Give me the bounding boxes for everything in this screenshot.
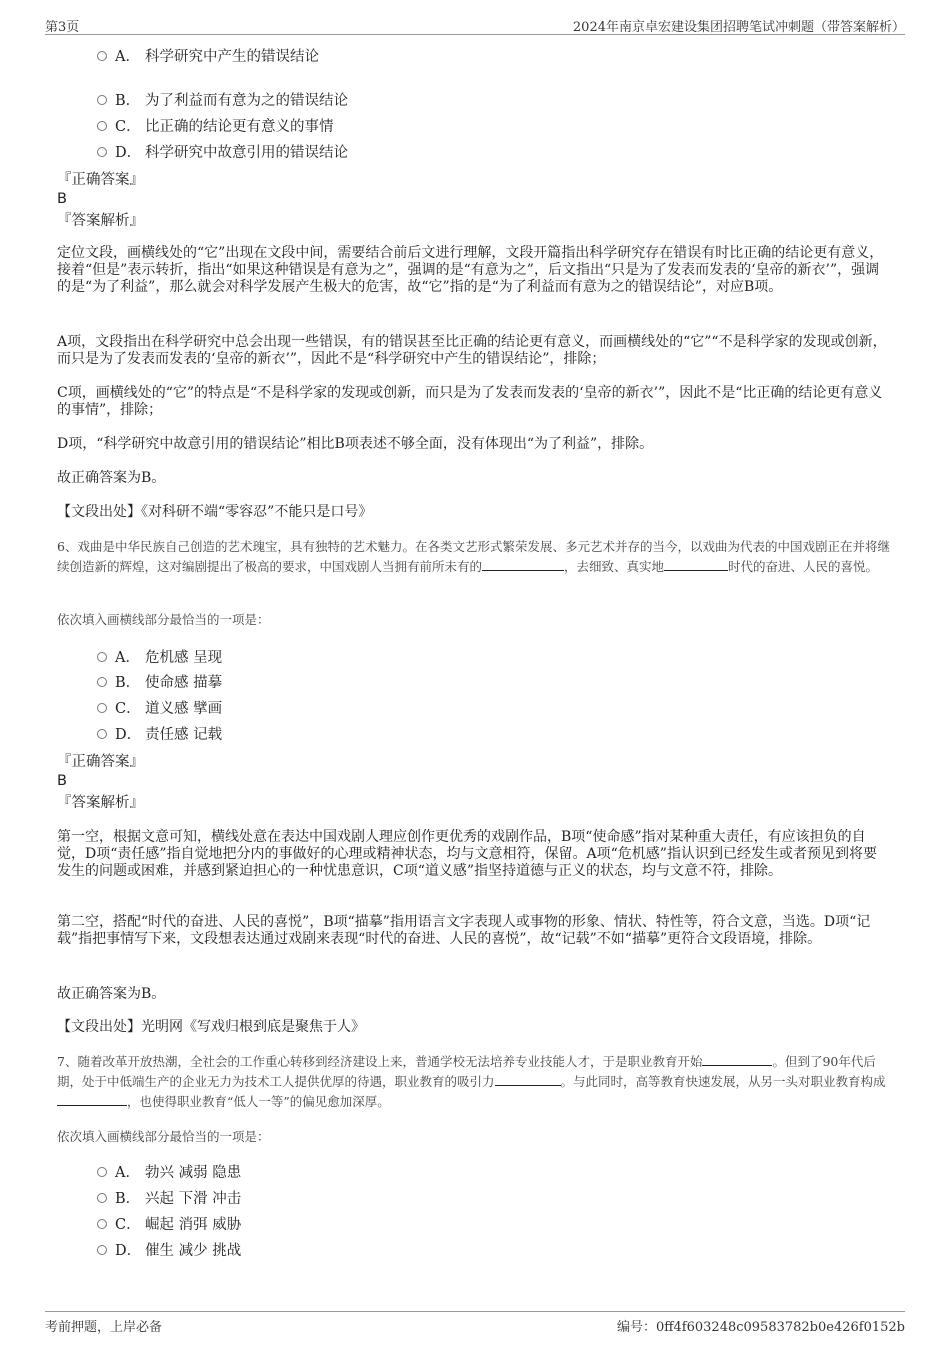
- q7-option-a[interactable]: A． 勃兴 减弱 隐患: [97, 1163, 241, 1183]
- q6-stem: 6、戏曲是中华民族自己创造的艺术瑰宝，具有独特的艺术魅力。在各类文艺形式繁荣发展、多元艺术并存的当今，以戏曲为代表的中国戏剧正在并将继续创造新的辉煌，这对编剧提出了极高的要求，中国戏剧人当拥有前所未有的 ，去细致、真实地 时代的奋进、人民的喜悦。: [57, 539, 890, 574]
- q7-option-b[interactable]: B． 兴起 下滑 冲击: [97, 1189, 241, 1209]
- q6-option-b[interactable]: B． 使命感 描摹: [97, 673, 222, 693]
- document-title: 2024年南京卓宏建设集团招聘笔试冲刺题（带答案解析）: [572, 20, 905, 35]
- radio-icon[interactable]: [97, 1245, 107, 1255]
- q7-option-d[interactable]: D． 催生 减少 挑战: [97, 1241, 241, 1261]
- q6-conclusion: 故正确答案为B。: [57, 986, 166, 1002]
- radio-icon[interactable]: [97, 652, 107, 662]
- page-header: [45, 14, 905, 35]
- q5-answer: B: [57, 191, 67, 207]
- q6-answer-label: 『正确答案』: [57, 754, 144, 770]
- radio-icon[interactable]: [97, 1193, 107, 1203]
- q6-option-a[interactable]: A． 危机感 呈现: [97, 648, 222, 668]
- q5-option-b[interactable]: B． 为了利益而有意为之的错误结论: [97, 91, 348, 111]
- q5-source: 【文段出处】《对科研不端“零容忍”不能只是口号》: [57, 504, 373, 520]
- q7-prompt: 依次填入画横线部分最恰当的一项是：: [57, 1129, 270, 1144]
- footer-slogan: 考前押题，上岸必备: [45, 1320, 163, 1335]
- fill-blank: [482, 558, 564, 571]
- page-footer: [45, 1311, 905, 1334]
- fill-blank: [664, 558, 728, 571]
- radio-icon[interactable]: [97, 147, 107, 157]
- radio-icon[interactable]: [97, 51, 107, 61]
- q5-analysis-paragraph: A项，文段指出在科学研究中总会出现一些错误，有的错误甚至比正确的结论更有意义，而画横线处的“它”“不是科学家的发现或创新，而只是为了发表而发表的‘皇帝的新衣’”，因此不是“科学研究中产生的错误结论”，排除；: [57, 334, 887, 367]
- q5-analysis-paragraph: C项，画横线处的“它”的特点是“不是科学家的发现或创新，而只是为了发表而发表的‘皇帝的新衣’”，因此不是“比正确的结论更有意义的事情”，排除；: [57, 385, 883, 418]
- radio-icon[interactable]: [97, 703, 107, 713]
- fill-blank: [495, 1073, 561, 1086]
- q5-option-a[interactable]: A． 科学研究中产生的错误结论: [97, 47, 319, 67]
- radio-icon[interactable]: [97, 1219, 107, 1229]
- q6-source: 【文段出处】光明网《写戏归根到底是聚焦于人》: [57, 1019, 365, 1035]
- fill-blank: [702, 1053, 772, 1066]
- q6-prompt: 依次填入画横线部分最恰当的一项是：: [57, 612, 270, 627]
- q5-analysis-paragraph: 定位文段，画横线处的“它”出现在文段中间，需要结合前后文进行理解，文段开篇指出科学研究存在错误有时比正确的结论更有意义，接着“但是”表示转折，指出“如果这种错误是有意为之”，强调的是“有意为之”，后文指出“只是为了发表而发表的‘皇帝的新衣’”，强调的是“为了利益”，那么就会对科学发展产生极大的危害，故“它”指的是“为了利益而有意为之的错误结论”，对应B项。: [57, 245, 884, 295]
- q5-option-d[interactable]: D． 科学研究中故意引用的错误结论: [97, 143, 348, 163]
- q5-analysis-label: 『答案解析』: [57, 213, 144, 229]
- radio-icon[interactable]: [97, 1167, 107, 1177]
- q5-answer-label: 『正确答案』: [57, 172, 144, 188]
- document-code: 编号：0ff4f603248c09583782b0e426f0152b: [617, 1320, 905, 1335]
- radio-icon[interactable]: [97, 729, 107, 739]
- q5-analysis-paragraph: D项，“科学研究中故意引用的错误结论”相比B项表述不够全面，没有体现出“为了利益”，排除。: [57, 436, 654, 452]
- radio-icon[interactable]: [97, 677, 107, 687]
- q6-option-d[interactable]: D． 责任感 记载: [97, 725, 222, 745]
- q5-conclusion: 故正确答案为B。: [57, 470, 166, 486]
- q5-option-c[interactable]: C． 比正确的结论更有意义的事情: [97, 117, 334, 137]
- q6-analysis-label: 『答案解析』: [57, 795, 144, 811]
- q7-option-c[interactable]: C． 崛起 消弭 威胁: [97, 1215, 241, 1235]
- q6-option-c[interactable]: C． 道义感 擘画: [97, 699, 222, 719]
- q6-analysis-paragraph: 第二空，搭配“时代的奋进、人民的喜悦”，B项“描摹”指用语言文字表现人或事物的形象、情状、特性等，符合文意，当选。D项“记载”指把事情写下来，文段想表达通过戏剧来表现“时代的奋进、人民的喜悦”，故“记载”不如“描摹”更符合文段语境，排除。: [57, 914, 871, 947]
- q6-answer: B: [57, 773, 67, 789]
- radio-icon[interactable]: [97, 95, 107, 105]
- fill-blank: [57, 1093, 127, 1106]
- q7-stem: 7、随着改革开放热潮，全社会的工作重心转移到经济建设上来，普通学校无法培养专业技能人才，于是职业教育开始 。但到了90年代后期，处于中低端生产的企业无力为技术工人提供优厚的待遇，职业教育的吸引力 。与此同时，高等教育快速发展，从另一头对职业教育构成，也使得职业教育“低人一等”的偏见愈加深厚。: [57, 1054, 886, 1109]
- q6-analysis-paragraph: 第一空，根据文意可知，横线处意在表达中国戏剧人理应创作更优秀的戏剧作品，B项“使命感”指对某种重大责任，有应该担负的自觉，D项“责任感”指自觉地把分内的事做好的心理或精神状态，均与文意相符，保留。A项“危机感”指认识到已经发生或者预见到将要发生的问题或困难，并感到紧迫担心的一种忧患意识，C项“道义感”指坚持道德与正义的状态，均与文意不符，排除。: [57, 829, 877, 879]
- page-number: 第3页: [45, 20, 80, 35]
- radio-icon[interactable]: [97, 121, 107, 131]
